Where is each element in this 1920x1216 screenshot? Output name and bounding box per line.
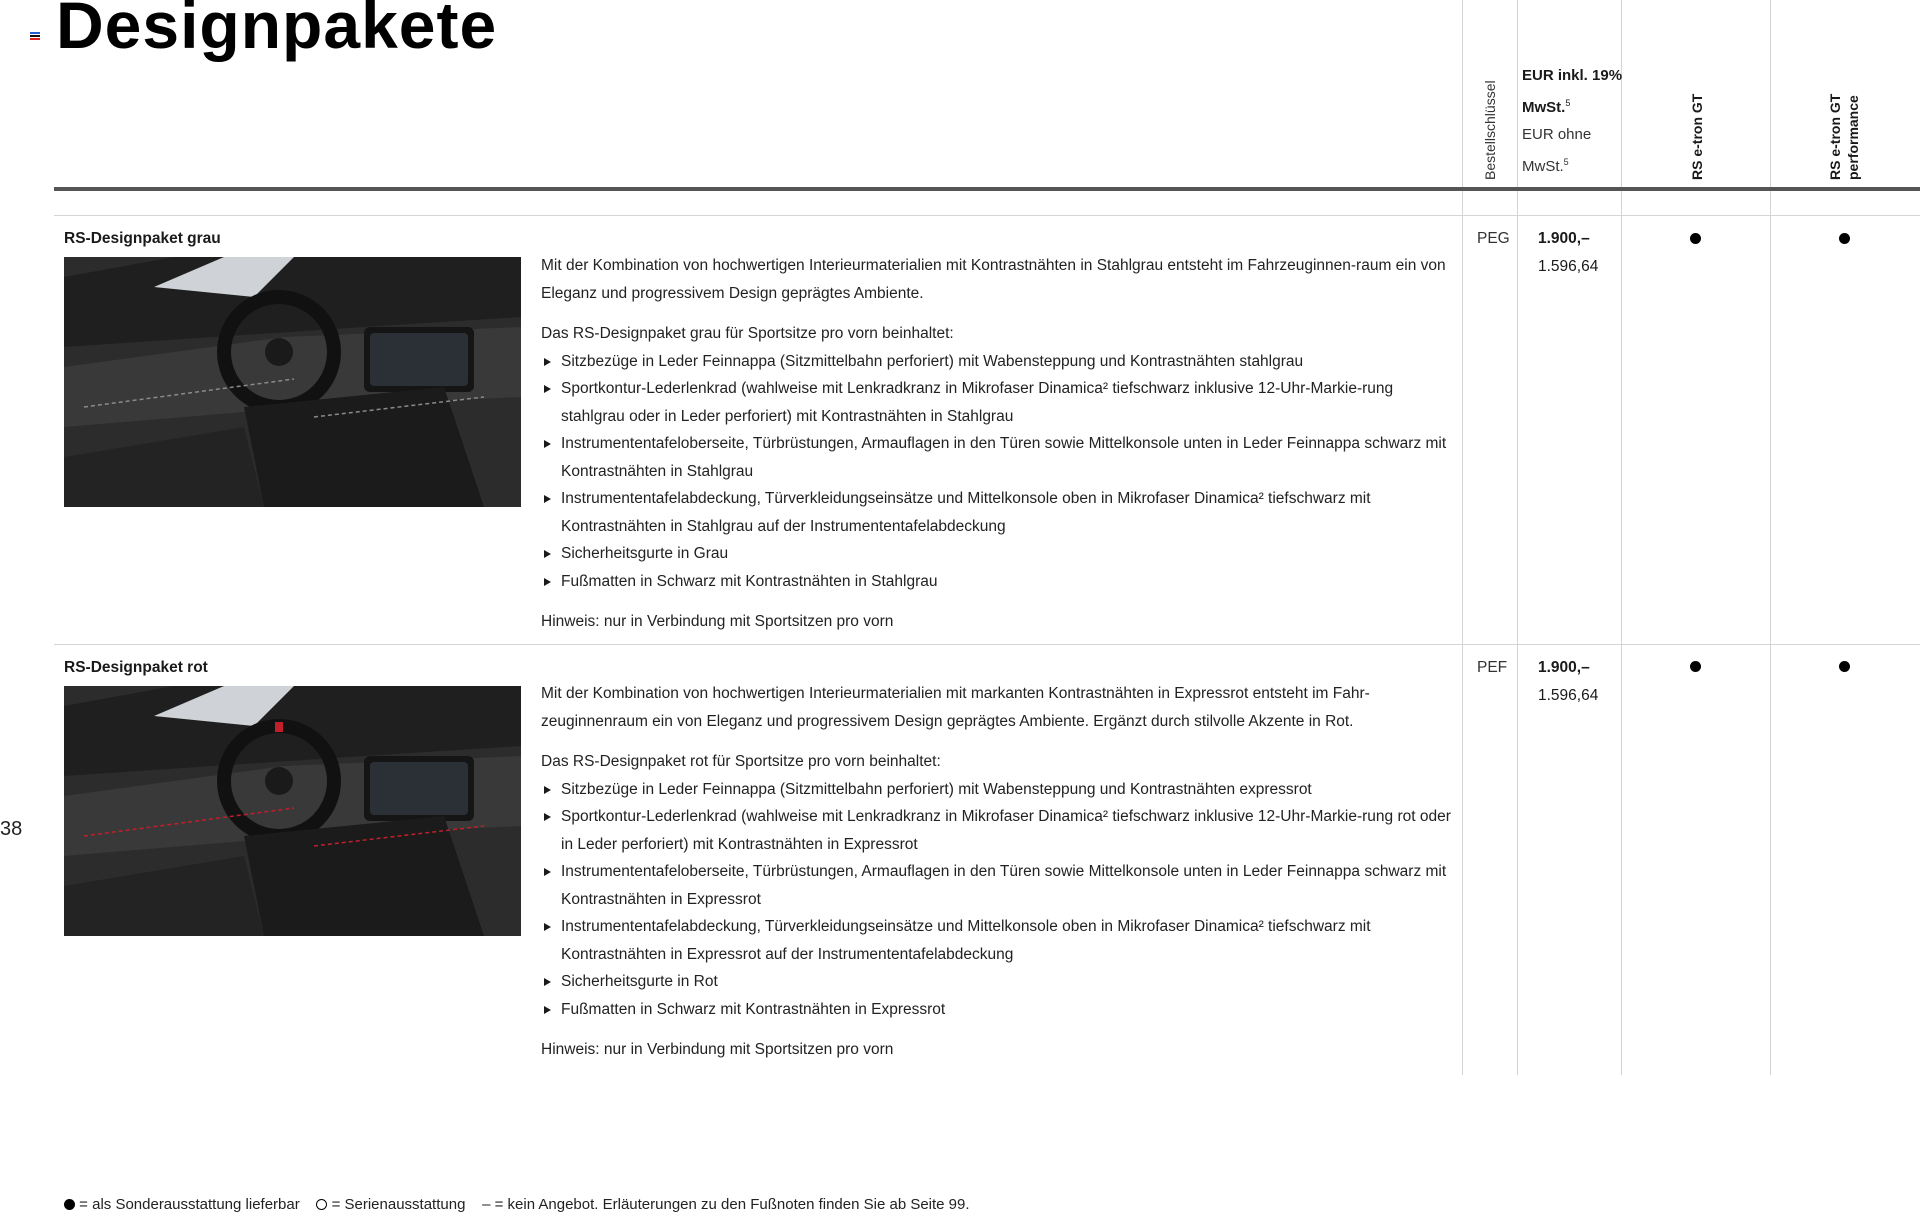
header-model-line: RS e-tron GT xyxy=(1827,93,1843,180)
header-model-rs-etron-gt: RS e-tron GT xyxy=(1689,93,1705,180)
column-divider xyxy=(1517,0,1518,1075)
footnote-ref: 5 xyxy=(1563,156,1569,167)
footnote-ref: 5 xyxy=(1565,97,1571,108)
row-divider xyxy=(54,644,1920,645)
list-item: Sitzbezüge in Leder Feinnappa (Sitzmittelbahn perforiert) mit Wabensteppung und Kontrastnähten expressrot xyxy=(541,776,1461,804)
header-rule xyxy=(54,187,1920,191)
column-divider xyxy=(1462,0,1463,1075)
interior-illustration xyxy=(64,257,521,507)
package-intro: Mit der Kombination von hochwertigen Interieurmaterialien mit Kontrastnähten in Stahlgrau entsteht im Fahrzeuginnen-raum ein von Eleganz und progressivem Design geprägtes Ambiente. xyxy=(541,257,1446,302)
list-item: Sitzbezüge in Leder Feinnappa (Sitzmittelbahn perforiert) mit Wabensteppung und Kontrastnähten stahlgrau xyxy=(541,348,1461,376)
list-item: Sicherheitsgurte in Grau xyxy=(541,540,1461,568)
price-excl: 1.596,64 xyxy=(1538,687,1599,704)
legend-none: = kein Angebot. Erläuterungen zu den Fußnoten finden Sie ab Seite 99. xyxy=(494,1196,970,1213)
list-item: Fußmatten in Schwarz mit Kontrastnähten in Expressrot xyxy=(541,996,1461,1024)
package-note: Hinweis: nur in Verbindung mit Sportsitzen pro vorn xyxy=(541,1041,894,1058)
package-price xyxy=(1538,225,1598,281)
legend xyxy=(64,1196,970,1213)
package-items xyxy=(541,776,1461,1024)
availability-dot xyxy=(1690,661,1701,672)
price-incl: 1.900,– xyxy=(1538,659,1590,676)
header-model-line: performance xyxy=(1845,95,1861,180)
legend-optional: = als Sonderausstattung lieferbar xyxy=(79,1196,300,1213)
availability-dot xyxy=(1839,661,1850,672)
list-item: Instrumententafeloberseite, Türbrüstungen, Armauflagen in den Türen sowie Mittelkonsole unten in Leder Feinnappa schwarz mit Kontrastnähten in Expressrot xyxy=(541,858,1461,913)
header-price-incl: EUR inkl. 19% MwSt. xyxy=(1522,67,1623,116)
interior-photo xyxy=(64,686,521,936)
availability-dot xyxy=(1690,233,1701,244)
brand-marker xyxy=(30,32,40,40)
package-title: RS-Designpaket grau xyxy=(64,230,221,247)
package-contents-label: Das RS-Designpaket grau für Sportsitze pro vorn beinhaltet: xyxy=(541,325,954,342)
page-number: 38 xyxy=(0,818,23,840)
interior-photo xyxy=(64,257,521,507)
package-contents-label: Das RS-Designpaket rot für Sportsitze pro vorn beinhaltet: xyxy=(541,753,941,770)
list-item: Sicherheitsgurte in Rot xyxy=(541,968,1461,996)
header-model-rs-etron-gt-performance xyxy=(1826,94,1862,180)
legend-standard: = Serienausstattung xyxy=(331,1196,466,1213)
ring-icon xyxy=(316,1199,327,1210)
interior-illustration xyxy=(64,686,521,936)
filled-dot-icon xyxy=(64,1199,75,1210)
list-item: Sportkontur-Lederlenkrad (wahlweise mit Lenkradkranz in Mikrofaser Dinamica² tiefschwarz inklusive 12-Uhr-Markie-rung rot oder in Leder perforiert) mit Kontrastnähten in Expressrot xyxy=(541,803,1461,858)
package-title: RS-Designpaket rot xyxy=(64,659,208,676)
list-item: Instrumententafeloberseite, Türbrüstungen, Armauflagen in den Türen sowie Mittelkonsole unten in Leder Feinnappa schwarz mit Kontrastnähten in Stahlgrau xyxy=(541,430,1461,485)
list-item: Instrumententafelabdeckung, Türverkleidungseinsätze und Mittelkonsole oben in Mikrofaser Dinamica² tiefschwarz mit Kontrastnähten in Expressrot auf der Instrumententafelabdeckung xyxy=(541,913,1461,968)
table-top-rule xyxy=(54,215,1920,216)
header-price xyxy=(1522,62,1626,180)
list-item: Fußmatten in Schwarz mit Kontrastnähten in Stahlgrau xyxy=(541,568,1461,596)
package-intro: Mit der Kombination von hochwertigen Interieurmaterialien mit markanten Kontrastnähten in Expressrot entsteht im Fahr-zeuginnenraum ein von Eleganz und progressivem Design geprägtes Ambiente. Ergänzt durch stilvolle Akzente in Rot. xyxy=(541,685,1370,730)
order-code: PEF xyxy=(1477,659,1508,676)
column-divider xyxy=(1770,0,1771,1075)
availability-dot xyxy=(1839,233,1850,244)
header-order-key: Bestellschlüssel xyxy=(1482,80,1498,180)
package-description xyxy=(541,252,1461,636)
list-item: Instrumententafelabdeckung, Türverkleidungseinsätze und Mittelkonsole oben in Mikrofaser Dinamica² tiefschwarz mit Kontrastnähten in Stahlgrau auf der Instrumententafelabdeckung xyxy=(541,485,1461,540)
list-item: Sportkontur-Lederlenkrad (wahlweise mit Lenkradkranz in Mikrofaser Dinamica² tiefschwarz inklusive 12-Uhr-Markie-rung stahlgrau oder in Leder perforiert) mit Kontrastnähten in Stahlgrau xyxy=(541,375,1461,430)
package-note: Hinweis: nur in Verbindung mit Sportsitzen pro vorn xyxy=(541,613,894,630)
package-price xyxy=(1538,654,1598,710)
header-price-excl: EUR ohne MwSt. xyxy=(1522,126,1592,175)
dash-symbol: – xyxy=(482,1196,491,1213)
package-description xyxy=(541,680,1461,1064)
package-items xyxy=(541,348,1461,596)
order-code: PEG xyxy=(1477,230,1510,247)
price-incl: 1.900,– xyxy=(1538,230,1590,247)
page-title: Designpakete xyxy=(56,0,498,62)
price-excl: 1.596,64 xyxy=(1538,258,1599,275)
